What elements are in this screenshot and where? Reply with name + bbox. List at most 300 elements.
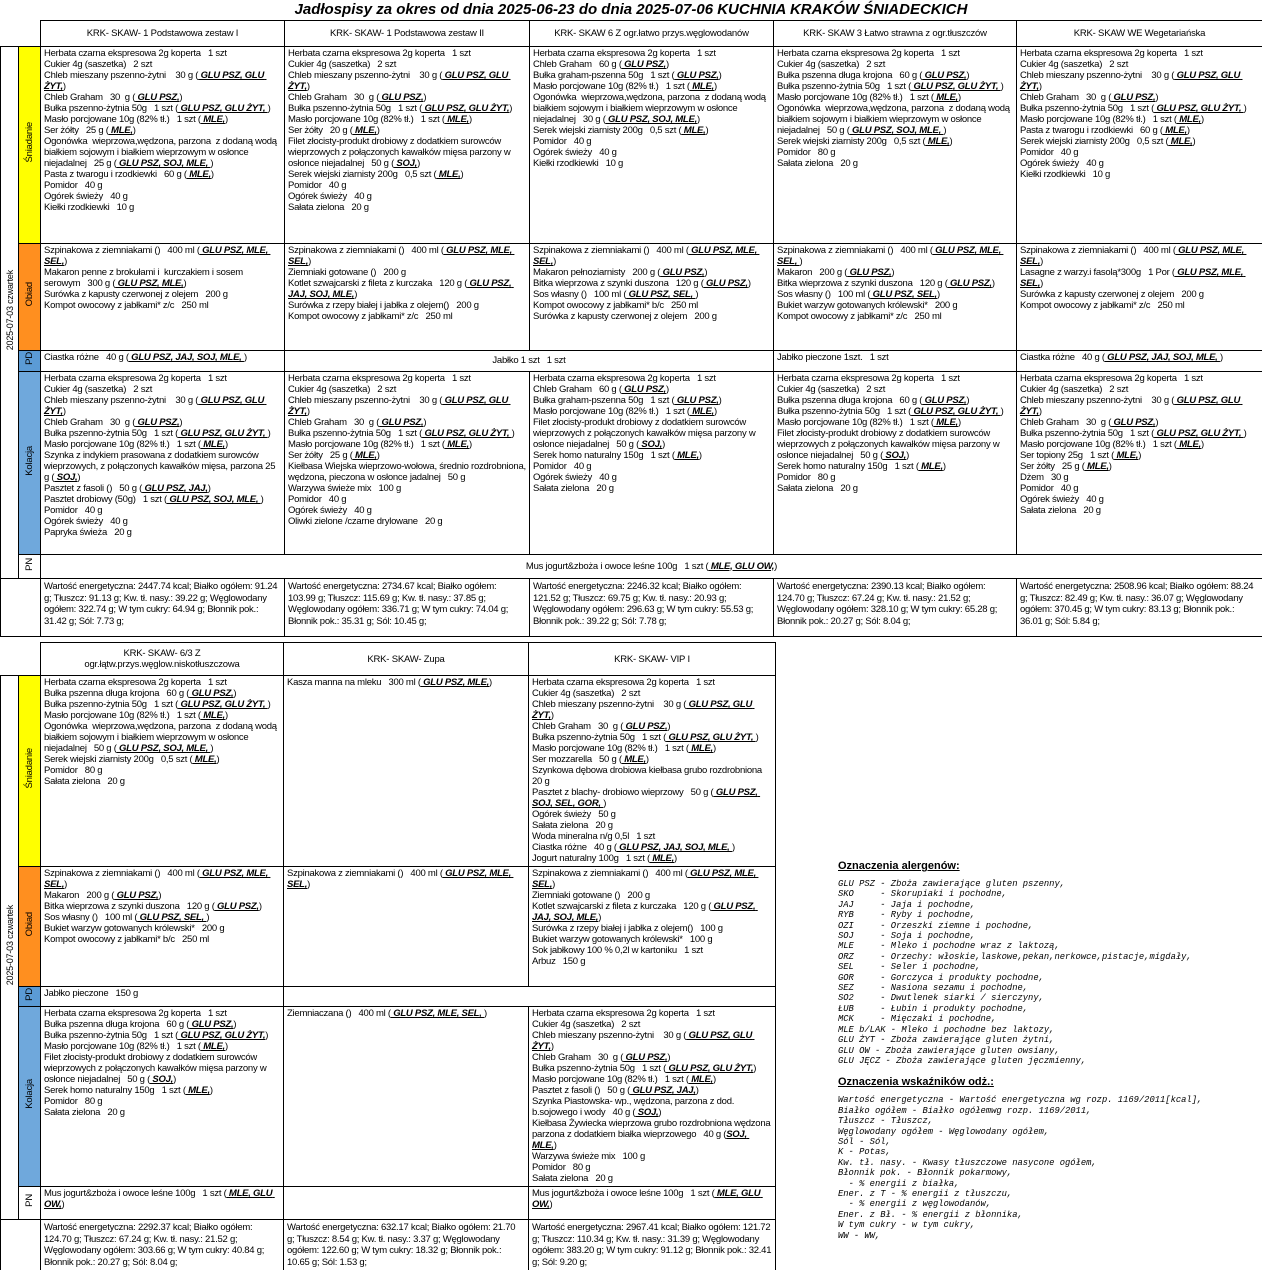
- meal-label-text: Obiad: [24, 282, 35, 307]
- allergen-legend-line: RYB - Ryby i pochodne,: [838, 910, 976, 921]
- indicator-legend-line: WW - WW,: [838, 1230, 881, 1241]
- menu-item: Bułka pszenno-żytnia 50g 1 szt ( GLU PSZ, GLU ŻYT, ): [44, 699, 271, 710]
- menu-item: Bułka pszenno-żytnia 50g 1 szt ( GLU PSZ, GLU ŻYT, ): [288, 428, 515, 439]
- menu-item: Sałata zielona 20 g: [532, 820, 613, 831]
- menu-item: Ciastka różne 40 g ( GLU PSZ, JAJ, SOJ, MLE, ): [44, 352, 247, 363]
- menu-item: Masło porcjowane 10g (82% tł.) 1 szt ( MLE,): [44, 1041, 228, 1052]
- menu-item: Jabłko 1 szt 1 szt: [492, 355, 566, 366]
- menu-item: Szpinakowa z ziemniakami () 400 ml ( GLU PSZ, MLE, SEL,): [44, 868, 271, 890]
- indicator-legend-line: Białko ogółem - Białko ogółemwg rozp. 1169/2011,: [838, 1105, 1092, 1116]
- menu-item: Sos własny () 100 ml ( GLU PSZ, SEL, ): [44, 912, 210, 923]
- menu-item: Chleb mieszany pszenno-żytni 30 g ( GLU PSZ, GLU ŻYT,): [1020, 395, 1243, 417]
- menu-item: Chleb Graham 30 g ( GLU PSZ,): [44, 92, 183, 103]
- menu-item: Sos własny () 100 ml ( GLU PSZ, SEL,): [777, 289, 940, 300]
- menu-item: Masło porcjowane 10g (82% tł.) 1 szt ( MLE,): [44, 114, 228, 125]
- menu-item: Herbata czarna ekspresowa 2g koperta 1 szt: [532, 1008, 715, 1019]
- menu-item: Kompot owocowy z jabłkami* z/c 250 ml: [1020, 300, 1185, 311]
- menu-item: Kiełbasa Żywiecka wieprzowa grubo rozdrobniona wędzona parzona z dodatkiem białka wieprzowego 40 g (SOJ, MLE,): [532, 1118, 773, 1151]
- summary-cell: [41, 1220, 284, 1270]
- date-label: [1, 676, 19, 1220]
- menu-table-2-body: [1, 643, 776, 1270]
- menu-item: Chleb Graham 30 g ( GLU PSZ,): [1020, 417, 1159, 428]
- allergen-legend-line: SO2 - Dwutlenek siarki / sierczyny,: [838, 993, 1044, 1004]
- menu-cell: [530, 47, 774, 244]
- menu-item: Szpinakowa z ziemniakami () 400 ml ( GLU PSZ, MLE, SEL,): [1020, 245, 1247, 267]
- menu-item: Ogonówka wieprzowa,wędzona, parzona z dodaną wodą białkiem sojowym i białkiem wieprzowym w osłonce niejadalnej 25 g ( GLU PSZ, SOJ, MLE, ): [44, 136, 280, 169]
- menu-item: Ogórek świeży 40 g: [44, 516, 128, 527]
- menu-item: Masło porcjowane 10g (82% tł.) 1 szt ( MLE,): [1020, 439, 1204, 450]
- indicator-legend-list: [838, 1095, 1262, 1241]
- menu-item: Surówka z kapusty czerwonej z olejem 200 g: [1020, 289, 1204, 300]
- allergen-legend-line: MCK - Mięczaki i pochodne,: [838, 1014, 997, 1025]
- menu-item: Chleb mieszany pszenno-żytni 30 g ( GLU PSZ, GLU ŻYT,): [44, 395, 267, 417]
- allergen-legend-line: SKO - Skorupiaki i pochodne,: [838, 889, 1007, 900]
- menu-cell: [41, 47, 285, 244]
- menu-item: Sałata zielona 20 g: [777, 483, 858, 494]
- menu-item: Herbata czarna ekspresowa 2g koperta 1 szt: [533, 48, 716, 59]
- menu-item: Sok jabłkowy 100 % 0,2l w kartoniku 1 szt: [532, 945, 703, 956]
- indicator-legend-title: Oznaczenia wskaźników odż.:: [838, 1076, 994, 1089]
- menu-item: Ogórek świeży 40 g: [533, 147, 617, 158]
- meal-label-text: PD: [24, 987, 35, 1001]
- menu-item: Lasagne z warzy.i fasolą*300g 1 Por ( GLU PSZ, MLE, SEL,): [1020, 267, 1246, 289]
- menu-cell: [530, 372, 774, 555]
- allergen-legend-line: MLE - Mleko i pochodne wraz z laktozą,: [838, 941, 1060, 952]
- menu-item: Masło porcjowane 10g (82% tł.) 1 szt ( MLE,): [777, 92, 961, 103]
- menu-item: Surówka z rzepy białej i jabłka z olejem() 200 g: [288, 300, 479, 311]
- menu-cell: [41, 867, 284, 987]
- menu-item: Serek wiejski ziarnisty 200g 0,5 szt ( MLE,): [44, 754, 220, 765]
- allergen-legend-line: GLU PSZ - Zboża zawierające gluten pszenny,: [838, 879, 1065, 889]
- allergen-legend-line: GOR - Gorczyca i produkty pochodne,: [838, 972, 1044, 983]
- menu-item: Pomidor 80 g: [777, 147, 836, 158]
- menu-cell: [41, 372, 285, 555]
- menu-cell: [529, 676, 776, 867]
- allergen-legend-line: GLU JĘCZ - Zboża zawierające gluten jęczmienny,: [838, 1055, 1087, 1066]
- menu-item: Masło porcjowane 10g (82% tł.) 1 szt ( MLE,): [288, 439, 472, 450]
- meal-label-pn: [19, 555, 41, 579]
- menu-item: Herbata czarna ekspresowa 2g koperta 1 szt: [44, 48, 227, 59]
- menu-item: Cukier 4g (saszetka) 2 szt: [44, 384, 153, 395]
- indicator-legend-line: Ener. z T - % energii z tłuszczu,: [838, 1188, 1013, 1199]
- menu-item: Bitka wieprzowa z szynki duszona 120 g ( GLU PSZ,): [777, 278, 995, 289]
- menu-item: Chleb mieszany pszenno-żytni 30 g ( GLU PSZ, GLU ŻYT,): [532, 1030, 755, 1052]
- menu-item: Cukier 4g (saszetka) 2 szt: [532, 688, 641, 699]
- column-header: KRK- SKAW 3 Łatwo strawna z ogr.tłuszczów: [774, 21, 1017, 47]
- menu-item: Kompot owocowy z jabłkami* b/c 250 ml: [44, 934, 210, 945]
- menu-item: Kasza manna na mleku 300 ml ( GLU PSZ, MLE,): [287, 677, 492, 688]
- menu-item: Sałata zielona 20 g: [288, 202, 369, 213]
- indicator-legend-line: Błonnik pok. - Błonnik pokarmowy,: [838, 1168, 1013, 1179]
- column-header: KRK- SKAW- Zupa: [284, 643, 529, 676]
- summary-text: Wartość energetyczna: 2447.74 kcal; Białko ogółem: 91.24 g; Tłuszcz: 91.13 g; Kw. tł. nasy.: 39.22 g; Węglowodany ogółem: 322.74 g; W tym cukry: 64.94 g; Błonnik pok.: 31.42 g; Sól: 7.73 g;: [44, 581, 280, 627]
- column-header: KRK- SKAW WE Wegetariańska: [1017, 21, 1262, 47]
- meal-label-dinner: [19, 372, 41, 555]
- allergen-legend-line: SEZ - Nasiona sezamu i pochodne,: [838, 983, 1029, 994]
- menu-item: Serek wiejski ziarnisty 200g 0,5 szt ( MLE,): [777, 136, 953, 147]
- menu-item: Bułka graham-pszenna 50g 1 szt ( GLU PSZ,): [533, 395, 722, 406]
- indicator-legend-line: - % energii z białka,: [838, 1178, 960, 1189]
- menu-cell: [774, 372, 1017, 555]
- menu-item: Herbata czarna ekspresowa 2g koperta 1 szt: [532, 677, 715, 688]
- menu-item: Pomidor 80 g: [532, 1162, 591, 1173]
- meal-label-text: Kolacja: [24, 445, 35, 476]
- menu-item: Kiełki rzodkiewki 10 g: [44, 202, 135, 213]
- menu-cell: [284, 1007, 529, 1187]
- menu-cell: [284, 987, 776, 1007]
- menu-item: Chleb mieszany pszenno-żytni 30 g ( GLU PSZ, GLU ŻYT,): [1020, 70, 1243, 92]
- menu-item: Szynkowa dębowa drobiowa kiełbasa grubo rozdrobniona 20 g: [532, 765, 765, 787]
- menu-item: Herbata czarna ekspresowa 2g koperta 1 szt: [288, 373, 471, 384]
- menu-item: Bułka pszenno-żytnia 50g 1 szt ( GLU PSZ, GLU ŻYT, ): [44, 428, 271, 439]
- column-header: KRK- SKAW- 6/3 Z ogr.łątw.przys.węglow.niskotłuszczowa: [41, 643, 284, 676]
- menu-cell: [529, 867, 776, 987]
- menu-item: Sałata zielona 20 g: [44, 1107, 125, 1118]
- menu-item: Oliwki zielone /czarne drylowane 20 g: [288, 516, 443, 527]
- menu-item: Ser żółty 25 g ( MLE,): [1020, 461, 1112, 472]
- menu-item: Surówka z rzepy białej i jabłka z olejem() 100 g: [532, 923, 723, 934]
- menu-cell: [1017, 351, 1262, 372]
- menu-item: Serek homo naturalny 150g 1 szt ( MLE,): [533, 450, 702, 461]
- menu-item: Pomidor 40 g: [1020, 147, 1079, 158]
- menu-item: Cukier 4g (saszetka) 2 szt: [288, 59, 397, 70]
- menu-item: Ser żółty 25 g ( MLE,): [44, 125, 136, 136]
- menu-item: Kotlet szwajcarski z fileta z kurczaka 120 g ( GLU PSZ, JAJ, SOJ, MLE,): [532, 901, 758, 923]
- meal-label-pn: [19, 1187, 41, 1220]
- menu-item: Bukiet warzyw gotowanych królewski* 100 g: [532, 934, 713, 945]
- menu-item: Pasta z twarogu i rzodkiewki 60 g ( MLE,): [44, 169, 214, 180]
- menu-item: Pomidor 80 g: [44, 765, 103, 776]
- menu-cell: [41, 987, 284, 1007]
- menu-item: Pomidor 40 g: [288, 180, 347, 191]
- menu-item: Chleb Graham 30 g ( GLU PSZ,): [288, 92, 427, 103]
- meal-label-text: Obiad: [24, 911, 35, 937]
- menu-item: Cukier 4g (saszetka) 2 szt: [44, 59, 153, 70]
- menu-item: Chleb mieszany pszenno-żytni 30 g ( GLU PSZ, GLU ŻYT,): [44, 70, 267, 92]
- menu-cell: [774, 244, 1017, 351]
- menu-item: Chleb mieszany pszenno-żytni 30 g ( GLU PSZ, GLU ŻYT,): [532, 699, 755, 721]
- menu-item: Ciastka różne 40 g ( GLU PSZ, JAJ, SOJ, MLE, ): [532, 842, 735, 853]
- menu-cell: [530, 244, 774, 351]
- column-header: KRK- SKAW- 1 Podstawowa zestaw II: [285, 21, 530, 47]
- menu-item: Bułka pszenno-żytnia 50g 1 szt ( GLU PSZ, GLU ŻYT,): [44, 1030, 269, 1041]
- date-label: [1, 47, 19, 579]
- menu-item: Kompot owocowy z jabłkami* z/c 250 ml: [777, 311, 942, 322]
- meal-label-text: Śniadanie: [24, 748, 35, 789]
- menu-item: Szpinakowa z ziemniakami () 400 ml ( GLU PSZ, MLE, SEL,): [533, 245, 760, 267]
- menu-item: Sałata zielona 20 g: [1020, 505, 1101, 516]
- meal-label-breakfast: [19, 676, 41, 867]
- menu-item: Sałata zielona 20 g: [532, 1173, 613, 1184]
- menu-item: Makaron pełnoziarnisty 200 g ( GLU PSZ,): [533, 267, 708, 278]
- menu-item: Szpinakowa z ziemniakami () 400 ml ( GLU PSZ, MLE, SEL,): [287, 868, 514, 890]
- allergen-legend-list: [838, 879, 1262, 1066]
- menu-item: Cukier 4g (saszetka) 2 szt: [777, 384, 886, 395]
- menu-item: Serek homo naturalny 150g 1 szt ( MLE,): [44, 1085, 213, 1096]
- menu-item: Makaron 200 g ( GLU PSZ,): [44, 890, 162, 901]
- menu-item: Szpinakowa z ziemniakami () 400 ml ( GLU PSZ, MLE, SEL,): [532, 868, 759, 890]
- menu-item: Herbata czarna ekspresowa 2g koperta 1 szt: [44, 1008, 227, 1019]
- menu-item: Pomidor 40 g: [288, 494, 347, 505]
- meal-label-text: PN: [24, 557, 35, 571]
- menu-item: Serek wiejski ziarnisty 200g 0,5 szt ( MLE,): [288, 169, 464, 180]
- menu-item: Bitka wieprzowa z szynki duszona 120 g ( GLU PSZ,): [44, 901, 262, 912]
- header-gutter: [1, 21, 41, 47]
- summary-cell: [529, 1220, 776, 1270]
- menu-item: Filet złocisty-produkt drobiowy z dodatkiem surowców wieprzowych z połączonych kawałków mięsa parzony w osłonce niejadalnej 50 g ( SOJ,): [44, 1052, 269, 1085]
- header-row: [1, 21, 1262, 47]
- column-header: KRK- SKAW 6 Z ogr.łatwo przys.węglowodanów: [530, 21, 774, 47]
- menu-item: Jabłko pieczone 150 g: [44, 988, 139, 999]
- menu-item: Pasta z twarogu i rzodkiewki 60 g ( MLE,): [1020, 125, 1190, 136]
- menu-item: Kompot owocowy z jabłkami* z/c 250 ml: [288, 311, 453, 322]
- summary-text: Wartość energetyczna: 2246.32 kcal; Białko ogółem: 121.52 g; Tłuszcz: 69.75 g; Kw. tł. nasy.: 20.93 g; Węglowodany ogółem: 296.63 g; W tym cukry: 55.53 g; Błonnik pok.: 39.22 g; Sól: 7.78 g;: [533, 581, 756, 627]
- indicator-legend-line: Wartość energetyczna - Wartość energetyczna wg rozp. 1169/2011[kcal],: [838, 1095, 1203, 1106]
- allergen-legend-line: SOJ - Soja i pochodne,: [838, 931, 976, 942]
- summary-gutter: [1, 579, 41, 637]
- menu-item: Chleb mieszany pszenno-żytni 30 g ( GLU PSZ, GLU ŻYT,): [288, 70, 511, 92]
- meal-label-breakfast: [19, 47, 41, 244]
- menu-item: Woda mineralna n/g 0,5l 1 szt: [532, 831, 656, 842]
- menu-item: Pomidor 40 g: [1020, 483, 1079, 494]
- menu-item: Chleb Graham 30 g ( GLU PSZ,): [1020, 92, 1159, 103]
- menu-cell: [1017, 47, 1262, 244]
- menu-table-1-body: [1, 21, 1262, 637]
- menu-item: Filet złocisty-produkt drobiowy z dodatkiem surowców wieprzowych z połączonych kawałków mięsa parzony w osłonce niejadalnej 50 g ( SOJ,): [777, 428, 1002, 461]
- summary-cell: [41, 579, 285, 637]
- meal-label-pd: [19, 351, 41, 372]
- meal-label-text: Śniadanie: [24, 122, 35, 163]
- menu-item: Szpinakowa z ziemniakami () 400 ml ( GLU PSZ, MLE, SEL,): [44, 245, 271, 267]
- summary-cell: [285, 579, 530, 637]
- menu-item: Dżem 30 g: [1020, 472, 1069, 483]
- menu-item: Pomidor 40 g: [44, 180, 103, 191]
- menu-cell: [285, 47, 530, 244]
- header-row: [1, 643, 776, 676]
- menu-cell: [41, 555, 1262, 579]
- menu-item: Sałata zielona 20 g: [44, 776, 125, 787]
- menu-item: Masło porcjowane 10g (82% tł.) 1 szt ( MLE,): [533, 406, 717, 417]
- menu-item: Pomidor 80 g: [777, 472, 836, 483]
- menu-cell: [285, 244, 530, 351]
- menu-item: Warzywa świeże mix 100 g: [532, 1151, 645, 1162]
- legend: [838, 860, 1262, 1241]
- menu-item: Kiełbasa Wiejska wieprzowo-wołowa, średnio rozdrobniona, wędzona, pieczona w osłonce jadalnej 50 g: [288, 461, 529, 483]
- menu-item: Ciastka różne 40 g ( GLU PSZ, JAJ, SOJ, MLE, ): [1020, 352, 1223, 363]
- menu-item: Jabłko pieczone 1szt. 1 szt: [777, 352, 889, 363]
- menu-item: Kompot owocowy z jabłkami* z/c 250 ml: [44, 300, 209, 311]
- menu-item: Masło porcjowane 10g (82% tł.) 1 szt ( MLE,): [44, 439, 228, 450]
- meal-label-text: PD: [24, 352, 35, 365]
- allergen-legend-line: OZI - Orzeszki ziemne i pochodne,: [838, 920, 1034, 931]
- menu-item: Ziemniaki gotowane () 200 g: [532, 890, 650, 901]
- menu-item: Pasztet z fasoli () 50 g ( GLU PSZ, JAJ,): [44, 483, 211, 494]
- menu-item: Arbuz 150 g: [532, 956, 586, 967]
- menu-item: Bułka pszenna długa krojona 60 g ( GLU PSZ,): [44, 688, 237, 699]
- menu-item: Bułka pszenna długa krojona 60 g ( GLU PSZ,): [44, 1019, 237, 1030]
- menu-item: Masło porcjowane 10g (82% tł.) 1 szt ( MLE,): [288, 114, 472, 125]
- menu-item: Chleb mieszany pszenno-żytni 30 g ( GLU PSZ, GLU ŻYT,): [288, 395, 511, 417]
- date-label-text: 2025-07-03 czwartek: [4, 269, 15, 351]
- menu-item: Filet złocisty-produkt drobiowy z dodatkiem surowców wieprzowych z połączonych kawałków mięsa parzony w osłonce niejadalnej 50 g ( SOJ,): [533, 417, 758, 450]
- menu-item: Filet złocisty-produkt drobiowy z dodatkiem surowców wieprzowych z połączonych kawałków mięsa parzony w osłonce niejadalnej 50 g ( SOJ,): [288, 136, 513, 169]
- menu-cell: [41, 1187, 284, 1220]
- meal-label-lunch: [19, 244, 41, 351]
- allergen-legend-line: SEL - Seler i pochodne,: [838, 962, 981, 973]
- menu-item: Ser topiony 25g 1 szt ( MLE,): [1020, 450, 1142, 461]
- indicator-legend-line: Kw. tł. nasy. - Kwasy tłuszczowe nasycone ogółem,: [838, 1157, 1097, 1168]
- menu-cell: [529, 1187, 776, 1220]
- menu-item: Sos własny () 100 ml ( GLU PSZ, SEL, ): [533, 289, 699, 300]
- menu-item: Herbata czarna ekspresowa 2g koperta 1 szt: [44, 373, 227, 384]
- menu-item: Ogórek świeży 40 g: [288, 191, 372, 202]
- menu-item: Mus jogurt&zboża i owoce leśne 100g 1 szt ( MLE, GLU OW,): [532, 1188, 763, 1210]
- menu-item: Sałata zielona 20 g: [533, 483, 614, 494]
- allergen-legend-line: MLE b/LAK - Mleko i pochodne bez laktozy,: [838, 1024, 1055, 1035]
- menu-cell: [1017, 244, 1262, 351]
- menu-item: Masło porcjowane 10g (82% tł.) 1 szt ( MLE,): [777, 417, 961, 428]
- menu-item: Ser żółty 20 g ( MLE,): [288, 125, 380, 136]
- meal-label-text: PN: [24, 1194, 35, 1207]
- summary-text: Wartość energetyczna: 2967.41 kcal; Białko ogółem: 121.72 g; Tłuszcz: 110.34 g; Kw. tł. nasy.: 31.39 g; Węglowodany ogółem: 383.20 g; W tym cukry: 91.12 g; Błonnik pok.: 32.41 g; Sól: 9.20 g;: [532, 1222, 774, 1268]
- allergen-legend-line: ŁUB - Łubin i produkty pochodne,: [838, 1003, 1029, 1014]
- menu-item: Szynka Piastowska- wp., wędzona, parzona z dod. b.sojowego i wody 40 g ( SOJ,): [532, 1096, 737, 1118]
- summary-text: Wartość energetyczna: 2390.13 kcal; Białko ogółem: 124.70 g; Tłuszcz: 67.24 g; Kw. tł. nasy.: 21.52 g; Węglowodany ogółem: 328.10 g; W tym cukry: 65.28 g; Błonnik pok.: 20.27 g; Sól: 8.04 g;: [777, 581, 1000, 627]
- menu-item: Pasztet drobiowy (50g) 1 szt ( GLU PSZ, SOJ, MLE, ): [44, 494, 264, 505]
- menu-item: Ogonówka wieprzowa,wędzona, parzona z dodaną wodą białkiem sojowym i białkiem wieprzowym w osłonce niejadalnej 50 g ( GLU PSZ, SOJ, MLE, ): [777, 103, 1013, 136]
- menu-item: Masło porcjowane 10g (82% tł.) 1 szt ( MLE,): [44, 710, 228, 721]
- menu-item: Szynka z indykiem prasowana z dodatkiem surowców wieprzowych, z połączonych kawałków mięsa, parzona 25 g ( SOJ,): [44, 450, 278, 483]
- menu-item: Chleb Graham 60 g ( GLU PSZ,): [533, 384, 669, 395]
- menu-item: Masło porcjowane 10g (82% tł.) 1 szt ( MLE,): [533, 81, 717, 92]
- meal-label-lunch: [19, 867, 41, 987]
- indicator-legend-line: Tłuszcz - Tłuszcz,: [838, 1116, 934, 1127]
- menu-item: Ogórek świeży 40 g: [288, 505, 372, 516]
- menu-item: Chleb Graham 30 g ( GLU PSZ,): [532, 1052, 671, 1063]
- menu-item: Ogonówka wieprzowa,wędzona, parzona z dodaną wodą białkiem sojowym i białkiem wieprzowym w osłonce niejadalnej 30 g ( GLU PSZ, SOJ, MLE,): [533, 92, 769, 125]
- menu-item: Makaron penne z brokułami i kurczakiem i sosem serowym 300 g ( GLU PSZ, MLE,): [44, 267, 246, 289]
- page-title: Jadłospisy za okres od dnia 2025-06-23 do dnia 2025-07-06 KUCHNIA KRAKÓW ŚNIADECKICH: [294, 1, 968, 18]
- summary-cell: [1017, 579, 1262, 637]
- menu-item: Bukiet warzyw gotowanych królewski* 200 g: [44, 923, 225, 934]
- menu-item: Pasztet z blachy- drobiowo wieprzowy 50 g ( GLU PSZ, SOJ, SEL, GOR, ): [532, 787, 761, 809]
- menu-item: Warzywa świeże mix 100 g: [288, 483, 401, 494]
- menu-item: Chleb Graham 30 g ( GLU PSZ,): [44, 417, 183, 428]
- menu-item: Kiełki rzodkiewki 10 g: [533, 158, 624, 169]
- menu-item: Bułka pszenno-żytnia 50g 1 szt ( GLU PSZ, GLU ŻYT, ): [777, 406, 1004, 417]
- menu-item: Surówka z kapusty czerwonej z olejem 200 g: [44, 289, 228, 300]
- summary-text: Wartość energetyczna: 2292.37 kcal; Białko ogółem: 124.70 g; Tłuszcz: 67.24 g; Kw. tł. nasy.: 21.52 g; Węglowodany ogółem: 303.66 g; W tym cukry: 40.84 g; Błonnik pok.: 20.27 g; Sól: 8.04 g;: [44, 1222, 267, 1268]
- menu-item: Bitka wieprzowa z szynki duszona 120 g ( GLU PSZ,): [533, 278, 751, 289]
- menu-cell: [1017, 372, 1262, 555]
- menu-cell: [774, 351, 1017, 372]
- indicator-legend-line: Sól - Sól,: [838, 1136, 891, 1147]
- header-gutter: [1, 643, 41, 676]
- menu-item: Serek wiejski ziarnisty 200g 0,5 szt ( MLE,): [1020, 136, 1196, 147]
- allergen-legend-title: Oznaczenia alergenów:: [838, 860, 960, 872]
- menu-cell: [41, 676, 284, 867]
- menu-item: Bułka pszenno-żytnia 50g 1 szt ( GLU PSZ, GLU ŻYT, ): [532, 732, 759, 743]
- menu-item: Pomidor 80 g: [44, 1096, 103, 1107]
- menu-item: Makaron 200 g ( GLU PSZ,): [777, 267, 895, 278]
- menu-table-2: [0, 642, 776, 1270]
- summary-text: Wartość energetyczna: 2734.67 kcal; Białko ogółem: 103.99 g; Tłuszcz: 115.69 g; Kw. tł. nasy.: 37.85 g; Węglowodany ogółem: 336.71 g; W tym cukry: 74.04 g; Błonnik pok.: 35.31 g; Sól: 10.45 g;: [288, 581, 511, 627]
- indicator-legend-line: Ener. z Bł. - % energii z błonnika,: [838, 1209, 1023, 1220]
- column-header: KRK- SKAW- VIP I: [529, 643, 776, 676]
- menu-cell: [41, 244, 285, 351]
- menu-item: Jogurt naturalny 100g 1 szt ( MLE,): [532, 853, 677, 864]
- menu-item: Ogórek świeży 40 g: [1020, 158, 1104, 169]
- indicator-legend-line: - % energii z węglowodanów,: [838, 1199, 992, 1210]
- allergen-legend-line: JAJ - Jaja i pochodne,: [838, 899, 976, 910]
- menu-item: Herbata czarna ekspresowa 2g koperta 1 szt: [1020, 373, 1203, 384]
- menu-item: Chleb Graham 30 g ( GLU PSZ,): [288, 417, 427, 428]
- menu-table-1: [0, 20, 1262, 637]
- menu-item: Ogórek świeży 40 g: [533, 472, 617, 483]
- summary-cell: [774, 579, 1017, 637]
- menu-item: Cukier 4g (saszetka) 2 szt: [777, 59, 886, 70]
- menu-item: Serek wiejski ziarnisty 200g 0,5 szt ( MLE,): [533, 125, 709, 136]
- menu-item: Serek homo naturalny 150g 1 szt ( MLE,): [777, 461, 946, 472]
- menu-item: Ser żółty 25 g ( MLE,): [288, 450, 380, 461]
- menu-item: Pomidor 40 g: [533, 136, 592, 147]
- menu-item: Kotlet szwajcarski z fileta z kurczaka 120 g ( GLU PSZ, JAJ, SOJ, MLE,): [288, 278, 514, 300]
- menu-item: Chleb Graham 60 g ( GLU PSZ,): [533, 59, 669, 70]
- menu-item: Herbata czarna ekspresowa 2g koperta 1 szt: [777, 373, 960, 384]
- menu-item: Kompot owocowy z jabłkami* b/c 250 ml: [533, 300, 699, 311]
- menu-cell: [41, 1007, 284, 1187]
- menu-item: Papryka świeża 20 g: [44, 527, 132, 538]
- date-label-text: 2025-07-03 czwartek: [4, 904, 15, 986]
- indicator-legend-line: W tym cukry - w tym cukry,: [838, 1220, 976, 1231]
- menu-item: Herbata czarna ekspresowa 2g koperta 1 szt: [288, 48, 471, 59]
- menu-item: Ziemniaczana () 400 ml ( GLU PSZ, MLE, SEL, ): [287, 1008, 487, 1019]
- summary-text: Wartość energetyczna: 2508.96 kcal; Białko ogółem: 88.24 g; Tłuszcz: 82.49 g; Kw. tł. nasy.: 36.07 g; Węglowodany ogółem: 370.45 g; W tym cukry: 83.13 g; Błonnik pok.: 36.01 g; Sól: 5.84 g;: [1020, 581, 1256, 627]
- menu-item: Szpinakowa z ziemniakami () 400 ml ( GLU PSZ, MLE, SEL,): [288, 245, 515, 267]
- menu-item: Ogórek świeży 40 g: [44, 191, 128, 202]
- menu-item: Bukiet warzyw gotowanych królewski* 200 g: [777, 300, 958, 311]
- menu-item: Bułka pszenno-żytnia 50g 1 szt ( GLU PSZ, GLU ŻYT,): [288, 103, 513, 114]
- menu-item: Cukier 4g (saszetka) 2 szt: [288, 384, 397, 395]
- menu-item: Surówka z kapusty czerwonej z olejem 200 g: [533, 311, 717, 322]
- menu-item: Bułka pszenna długa krojona 60 g ( GLU PSZ,): [777, 395, 970, 406]
- menu-item: Cukier 4g (saszetka) 2 szt: [1020, 59, 1129, 70]
- allergen-legend-line: GLU OW - Zboża zawierające gluten owsiany,: [838, 1045, 1060, 1056]
- summary-text: Wartość energetyczna: 632.17 kcal; Białko ogółem: 21.70 g; Tłuszcz: 8.54 g; Kw. tł. nasy.: 3.37 g; Węglowodany ogółem: 122.60 g; W tym cukry: 18.32 g; Błonnik pok.: 10.65 g; Sól: 1.53 g;: [287, 1222, 518, 1268]
- menu-cell: [284, 676, 529, 867]
- menu-item: Ogórek świeży 40 g: [1020, 494, 1104, 505]
- summary-cell: [284, 1220, 529, 1270]
- menu-item: Bułka graham-pszenna 50g 1 szt ( GLU PSZ,): [533, 70, 722, 81]
- menu-item: Masło porcjowane 10g (82% tł.) 1 szt ( MLE,): [532, 1074, 716, 1085]
- menu-item: Szpinakowa z ziemniakami () 400 ml ( GLU PSZ, MLE, SEL, ): [777, 245, 1004, 267]
- menu-item: Bułka pszenno-żytnia 50g 1 szt ( GLU PSZ, GLU ŻYT, ): [1020, 103, 1247, 114]
- column-header: KRK- SKAW- 1 Podstawowa zestaw I: [41, 21, 285, 47]
- menu-item: Bułka pszenno-żytnia 50g 1 szt ( GLU PSZ, GLU ŻYT, ): [44, 103, 271, 114]
- summary-cell: [530, 579, 774, 637]
- menu-item: Pomidor 40 g: [44, 505, 103, 516]
- menu-item: Ziemniaki gotowane () 200 g: [288, 267, 406, 278]
- menu-item: Ogórek świeży 50 g: [532, 809, 616, 820]
- menu-cell: [285, 351, 774, 372]
- menu-item: Masło porcjowane 10g (82% tł.) 1 szt ( MLE,): [532, 743, 716, 754]
- menu-item: Ogonówka wieprzowa,wędzona, parzona z dodaną wodą białkiem sojowym i białkiem wieprzowym w osłonce niejadalnej 50 g ( GLU PSZ, SOJ, MLE, ): [44, 721, 280, 754]
- menu-item: Bułka pszenna długa krojona 60 g ( GLU PSZ,): [777, 70, 970, 81]
- menu-item: Herbata czarna ekspresowa 2g koperta 1 szt: [777, 48, 960, 59]
- menu-item: Herbata czarna ekspresowa 2g koperta 1 szt: [44, 677, 227, 688]
- menu-item: Herbata czarna ekspresowa 2g koperta 1 szt: [533, 373, 716, 384]
- menu-item: Bułka pszenno-żytnia 50g 1 szt ( GLU PSZ, GLU ŻYT, ): [777, 81, 1004, 92]
